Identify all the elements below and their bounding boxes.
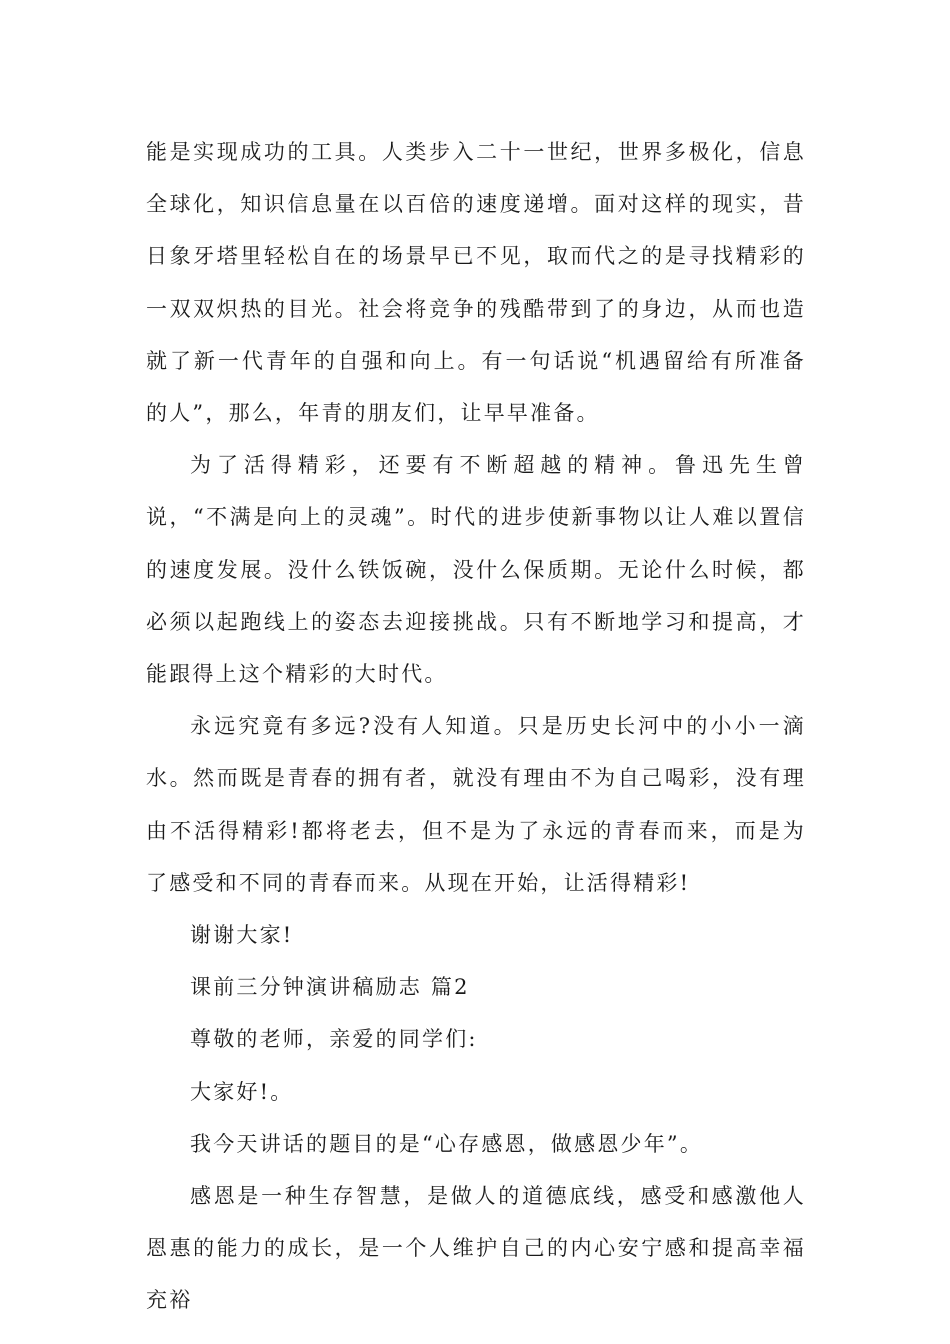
paragraph-2: 为了活得精彩，还要有不断超越的精神。鲁迅先生曾说，“不满是向上的灵魂”。时代的进步使新事物以让人难以置信的速度发展。没什么铁饭碗，没什么保质期。无论什么时候，都必须以起跑线上的姿态去迎接挑战。只有不断地学习和提高，才能跟得上这个精彩的大时代。 bbox=[146, 453, 806, 687]
paragraph-1: 能是实现成功的工具。人类步入二十一世纪，世界多极化，信息全球化，知识信息量在以百倍的速度递增。面对这样的现实，昔日象牙塔里轻松自在的场景早已不见，取而代之的是寻找精彩的一双双炽热的目光。社会将竞争的残酷带到了的身边，从而也造就了新一代青年的自强和向上。有一句话说“机遇留给有所准备的人”，那么，年青的朋友们，让早早准备。 bbox=[146, 140, 806, 426]
speech-topic: 我今天讲话的题目的是“心存感恩，做感恩少年”。 bbox=[190, 1131, 704, 1156]
document-body bbox=[146, 126, 806, 1327]
greeting: 大家好!。 bbox=[190, 1079, 294, 1104]
salutation: 尊敬的老师，亲爱的同学们: bbox=[190, 1027, 478, 1052]
paragraph-3: 永远究竟有多远?没有人知道。只是历史长河中的小小一滴水。然而既是青春的拥有者，就没有理由不为自己喝彩，没有理由不活得精彩!都将老去，但不是为了永远的青春而来，而是为了感受和不同的青春而来。从现在开始，让活得精彩! bbox=[146, 714, 806, 895]
paragraph-4: 谢谢大家! bbox=[190, 923, 294, 948]
paragraph-9: 感恩是一种生存智慧，是做人的道德底线，感受和感激他人恩惠的能力的成长，是一个人维护自己的内心安宁感和提高幸福充裕 bbox=[146, 1184, 806, 1313]
section-heading: 课前三分钟演讲稿励志 篇2 bbox=[190, 975, 470, 1000]
